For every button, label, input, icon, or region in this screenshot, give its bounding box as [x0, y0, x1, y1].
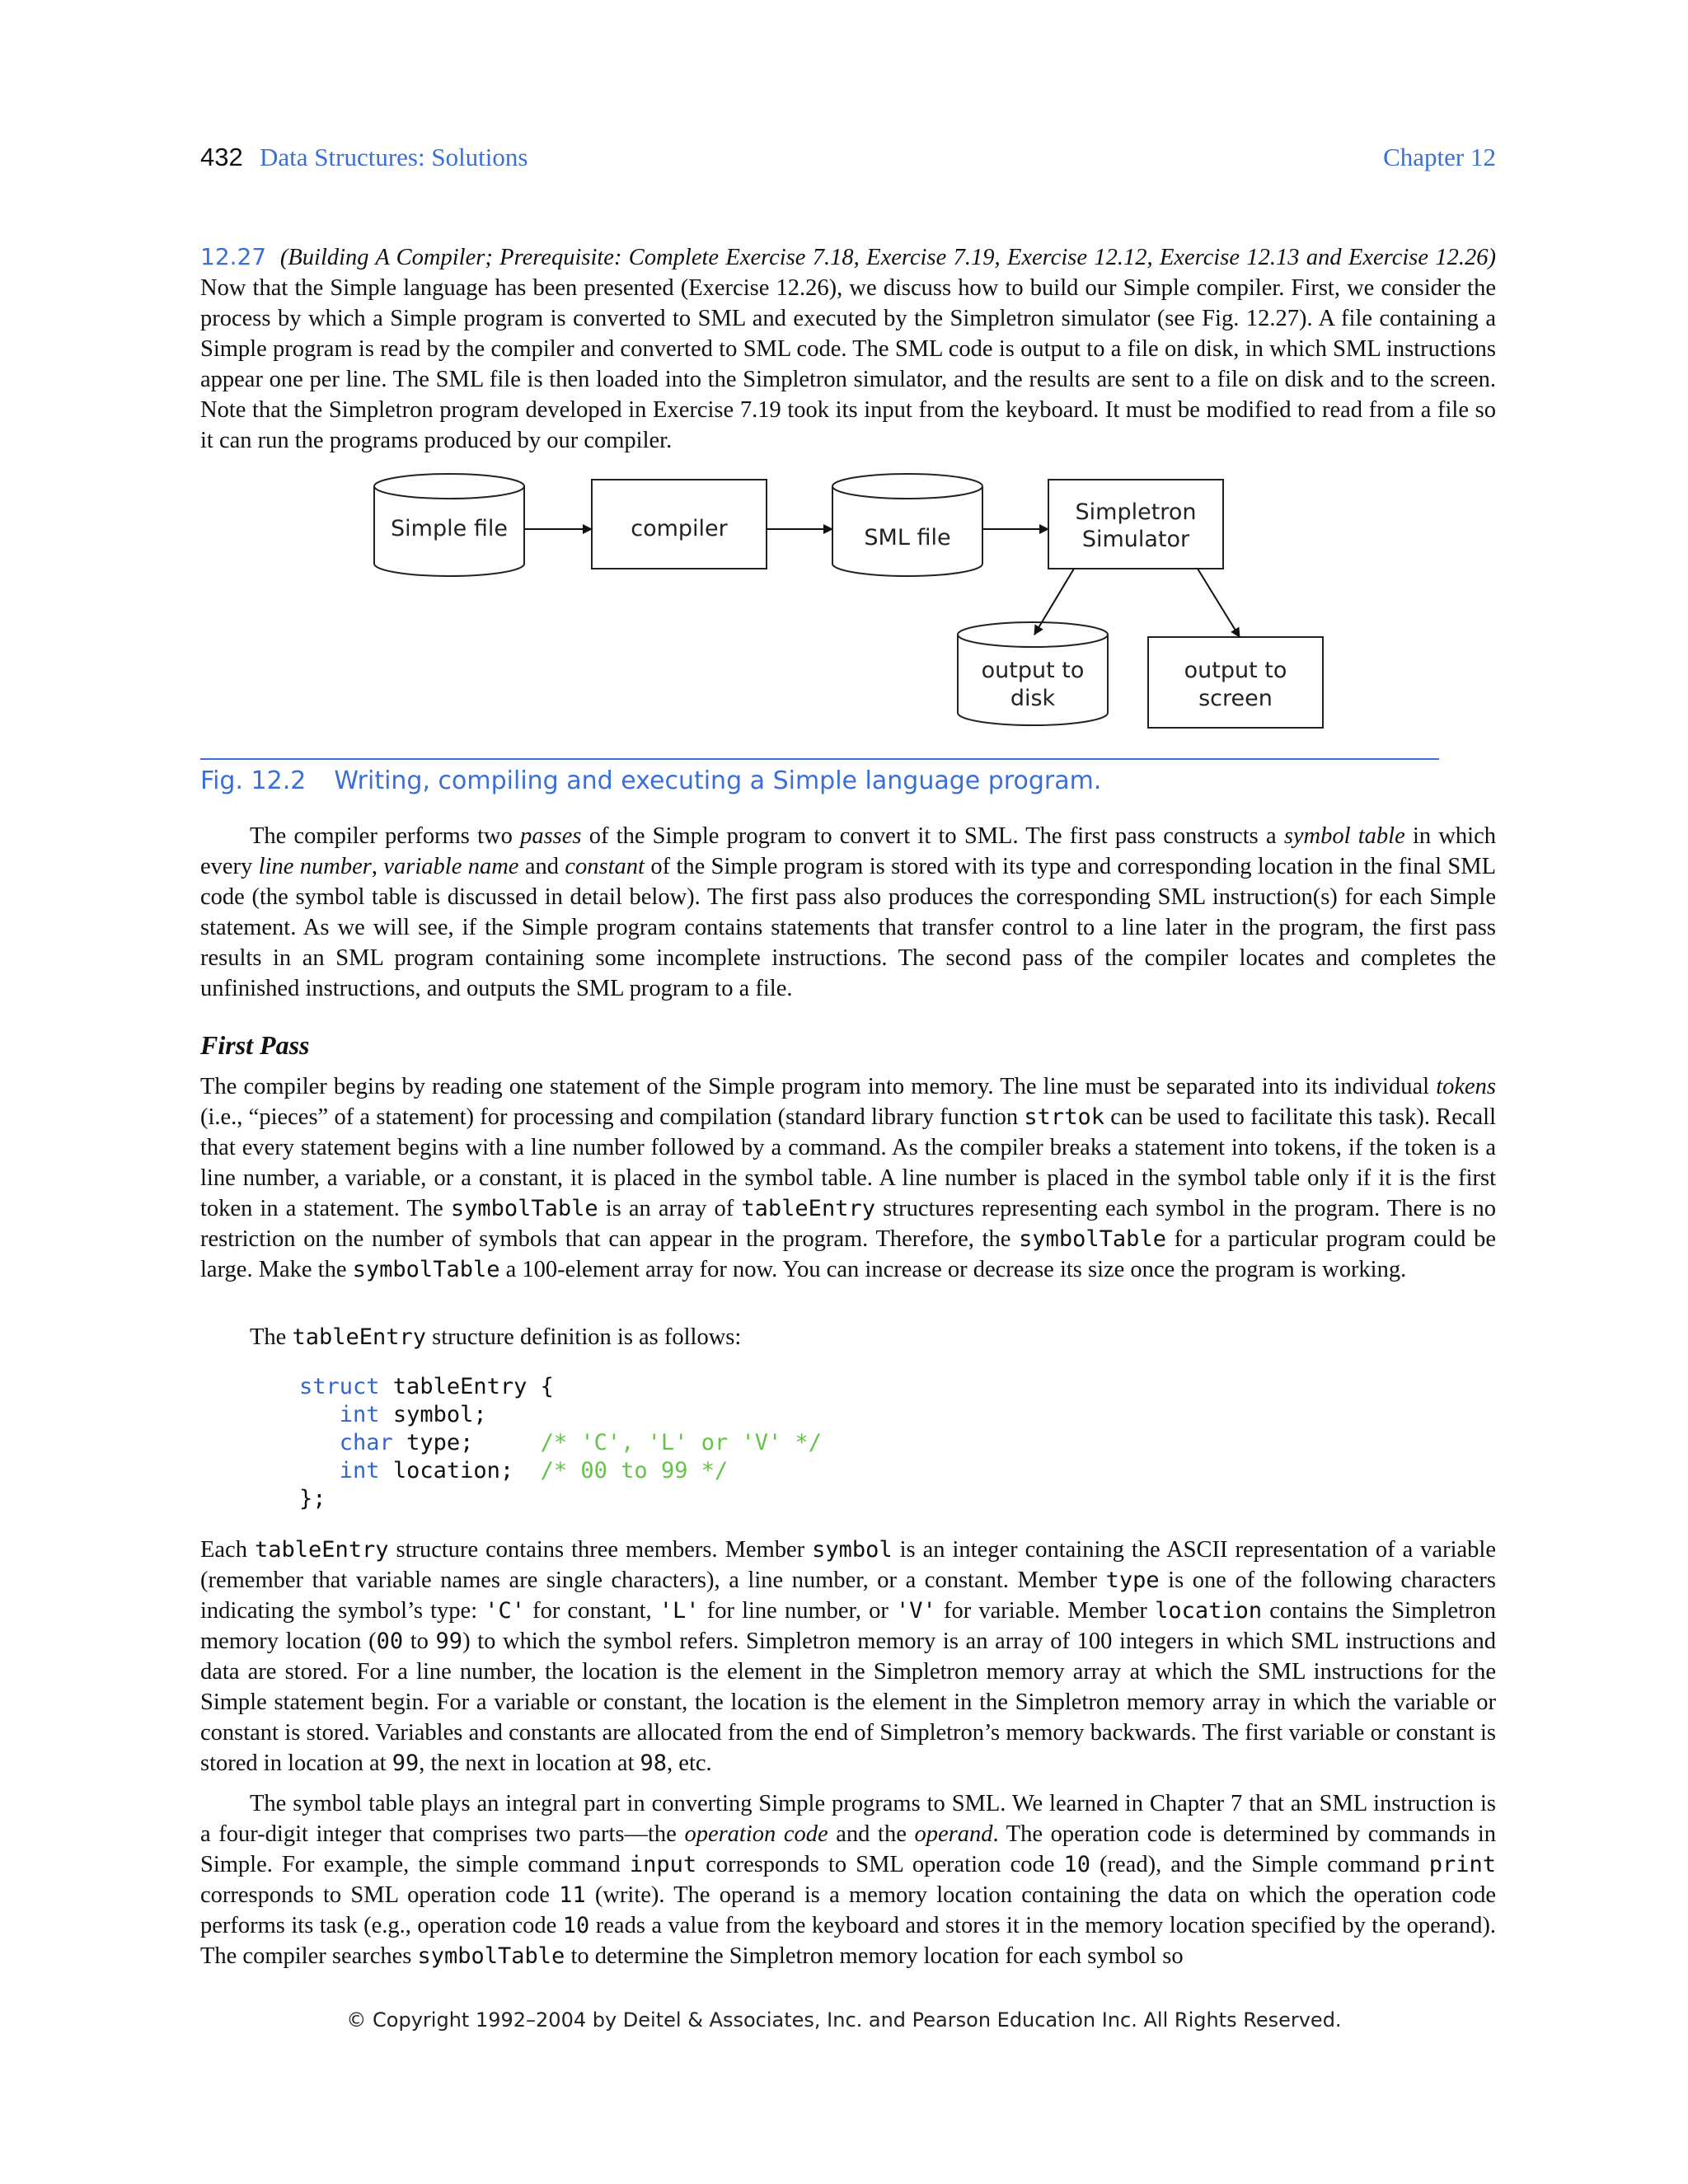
code-text: }; [299, 1486, 326, 1511]
text-run: and the [828, 1821, 915, 1847]
code-text: type; [392, 1430, 541, 1455]
text-run: (write). The operand is a memory location containing the data on which the operation code performs its task (e.g., operation code [200, 1882, 1496, 1938]
code-block-tableentry [299, 1373, 822, 1513]
italic-term: tokens [1436, 1074, 1496, 1099]
code-term: symbol [812, 1537, 893, 1563]
italic-term: operation code [684, 1821, 828, 1847]
italic-term: operand [914, 1821, 993, 1847]
text-run: reads a value from the keyboard and stores it in the memory location specified by the operand). The compiler searches [200, 1913, 1496, 1969]
code-term: 'V' [896, 1598, 936, 1624]
code-term: 11 [559, 1882, 586, 1908]
text-run: Each [200, 1537, 255, 1563]
text-run: . The operation code is determined by commands in Simple. For example, the simple command [200, 1821, 1496, 1877]
code-term: location [1155, 1598, 1263, 1624]
section-heading-first-pass: First Pass [200, 1030, 310, 1060]
text-run: in which every [200, 823, 1496, 879]
exercise-number: 12.27 [200, 243, 267, 270]
text-run: a 100-element array for now. You can increase or decrease its size once the program is working. [499, 1257, 1407, 1282]
figure-caption [200, 766, 1101, 795]
output-disk-cylinder [958, 622, 1108, 725]
code-term: type [1105, 1568, 1160, 1593]
text-run: , etc. [667, 1750, 712, 1776]
page-number: 432 [200, 143, 243, 171]
code-text: location; [379, 1458, 541, 1483]
code-term: 99 [435, 1629, 463, 1654]
code-term: 99 [392, 1750, 420, 1776]
code-term: 10 [562, 1913, 590, 1938]
code-term: tableEntry [254, 1537, 389, 1563]
code-term: input [629, 1852, 697, 1877]
code-keyword: int [339, 1402, 380, 1427]
code-term: tableEntry [292, 1324, 426, 1350]
paragraph-tableentry-intro [200, 1322, 1496, 1352]
figure-caption-text: Writing, compiling and executing a Simple language program. [334, 766, 1102, 795]
code-term: 'C' [485, 1598, 526, 1624]
sml-file-cylinder [832, 474, 982, 576]
code-term: symbolTable [417, 1943, 565, 1969]
paragraph-symbol-table [200, 1788, 1496, 1971]
screen-label-line2: screen [1198, 686, 1273, 711]
code-comment: /* 00 to 99 */ [540, 1458, 729, 1483]
compiler-flow-diagram [0, 0, 1688, 758]
compiler-box [592, 480, 767, 569]
code-term: strtok [1024, 1104, 1104, 1130]
code-keyword: struct [299, 1374, 380, 1399]
text-run: is one of the following characters indicating the symbol’s type: [200, 1568, 1496, 1624]
text-run: The [250, 1324, 293, 1350]
text-run: for line number, or [699, 1598, 897, 1624]
text-run: structure definition is as follows: [426, 1324, 742, 1350]
text-run: to [403, 1629, 436, 1654]
code-term: 'L' [659, 1598, 700, 1624]
text-run: The symbol table plays an integral part in converting Simple programs to SML. We learned in Chapter 7 that an SML instruction is a four-digit integer that comprises two parts—the [200, 1791, 1496, 1847]
text-run: and [518, 854, 565, 879]
text-run: for variable. Member [935, 1598, 1156, 1624]
simple-file-label: Simple file [391, 516, 508, 541]
text-run: of the Simple program is stored with its type and corresponding location in the final SML code (the symbol table is discussed in detail below). The first pass also produces the corresponding SML instruction(s) for each Simple statement. As we will see, if the Simple program contains statements that transfer control to a line later in the program, the first pass results in an SML program containing some incomplete instructions. The second pass of the compiler locates and completes the unfinished instructions, and outputs the SML program to a file. [200, 854, 1496, 1001]
code-term: symbolTable [450, 1196, 598, 1221]
paragraph-first-pass [200, 1071, 1496, 1285]
text-run: (read), and the Simple command [1090, 1852, 1429, 1877]
code-term: tableEntry [741, 1196, 875, 1221]
simulator-label-line1: Simpletron [1075, 499, 1197, 525]
text-run: structures representing each symbol in the program. There is no restriction on the number of symbols that can appear in the program. Therefore, the [200, 1196, 1496, 1252]
italic-term: line number [258, 854, 372, 879]
code-term: 98 [640, 1750, 668, 1776]
screen-label-line1: output to [1184, 658, 1287, 683]
running-header-chapter: Chapter 12 [1383, 143, 1496, 171]
italic-term: constant [565, 854, 645, 879]
compiler-label: compiler [631, 516, 728, 541]
text-run: corresponds to SML operation code [696, 1852, 1064, 1877]
disk-label-line1: output to [981, 658, 1085, 683]
text-run: ) to which the symbol refers. Simpletron memory is an array of 100 integers in which SML instructions and data are stored. For a line number, the location is the element in the Simpletron memory array at which the SML instructions for the Simple statement begin. For a variable or constant, the location is the element in the Simpletron memory array in which the variable or constant is stored. Variables and constants are allocated from the end of Simpletron’s memory backwards. The first variable or constant is stored in location at [200, 1629, 1496, 1776]
code-keyword: char [339, 1430, 393, 1455]
text-run: for a particular program could be large. Make the [200, 1226, 1496, 1282]
arrow-simulator-to-screen [1198, 569, 1240, 637]
paragraph-passes [200, 821, 1496, 1004]
simulator-label-line2: Simulator [1081, 527, 1190, 552]
text-run: The compiler performs two [250, 823, 521, 849]
italic-term: passes [520, 823, 582, 849]
text-run: for constant, [525, 1598, 659, 1624]
code-term: symbolTable [352, 1257, 500, 1282]
code-text: symbol; [379, 1402, 487, 1427]
code-term: 00 [376, 1629, 404, 1654]
italic-term: variable name [383, 854, 519, 879]
text-run: (i.e., “pieces” of a statement) for processing and compilation (standard library function [200, 1104, 1025, 1130]
text-run: of the Simple program to convert it to SML. The first pass constructs a [581, 823, 1284, 849]
text-run: structure contains three members. Member [388, 1537, 813, 1563]
paragraph-members [200, 1535, 1496, 1779]
running-header-section: Data Structures: Solutions [260, 143, 528, 171]
text-run: is an array of [598, 1196, 742, 1221]
text-run: , [371, 854, 384, 879]
text-run: The compiler begins by reading one statement of the Simple program into memory. The line must be separated into its individual [200, 1074, 1437, 1099]
code-text: tableEntry { [379, 1374, 554, 1399]
text-run: corresponds to SML operation code [200, 1882, 560, 1908]
simpletron-simulator-box [1048, 480, 1223, 569]
sml-file-label: SML file [864, 525, 951, 551]
code-term: symbolTable [1019, 1226, 1166, 1252]
code-term: print [1428, 1852, 1496, 1877]
text-run: , the next in location at [419, 1750, 640, 1776]
exercise-prerequisite: (Building A Compiler; Prerequisite: Complete Exercise 7.18, Exercise 7.19, Exercise 12.12, Exercise 12.13 and Exercise 12.26) [279, 245, 1496, 270]
code-keyword: int [339, 1458, 380, 1483]
text-run: to determine the Simpletron memory location for each symbol so [565, 1943, 1184, 1969]
disk-label-line2: disk [1010, 686, 1056, 711]
exercise-body: Now that the Simple language has been presented (Exercise 12.26), we discuss how to build our Simple compiler. First, we consider the process by which a Simple program is converted to SML and executed by the Simpletron simulator (see Fig. 12.27). A file containing a Simple program is read by the compiler and converted to SML code. The SML code is output to a file on disk, in which SML instructions appear one per line. The SML file is then loaded into the Simpletron simulator, and the results are sent to a file on disk and to the screen. Note that the Simpletron program developed in Exercise 7.19 took its input from the keyboard. It must be modified to read from a file so it can run the programs produced by our compiler. [200, 275, 1496, 453]
text-run: contains the Simpletron memory location ( [200, 1598, 1496, 1654]
output-screen-box [1148, 637, 1323, 728]
italic-term: symbol table [1283, 823, 1405, 849]
footer-copyright: © Copyright 1992–2004 by Deitel & Associates, Inc. and Pearson Education Inc. All Rights Reserved. [346, 2008, 1342, 2032]
code-comment: /* 'C', 'L' or 'V' */ [540, 1430, 822, 1455]
figure-rule [200, 758, 1439, 760]
code-term: 10 [1063, 1852, 1090, 1877]
simple-file-cylinder [374, 474, 524, 576]
text-run: can be used to facilitate this task). Recall that every statement begins with a line number followed by a command. As the compiler breaks a statement into tokens, if the token is a line number, a variable, or a constant, it is placed in the symbol table. A line number is placed in the symbol table only if it is the first token in a statement. The [200, 1104, 1496, 1221]
text-run: is an integer containing the ASCII representation of a variable (remember that variable names are single characters), a line number, or a constant. Member [200, 1537, 1496, 1593]
figure-label: Fig. 12.2 [200, 766, 307, 795]
